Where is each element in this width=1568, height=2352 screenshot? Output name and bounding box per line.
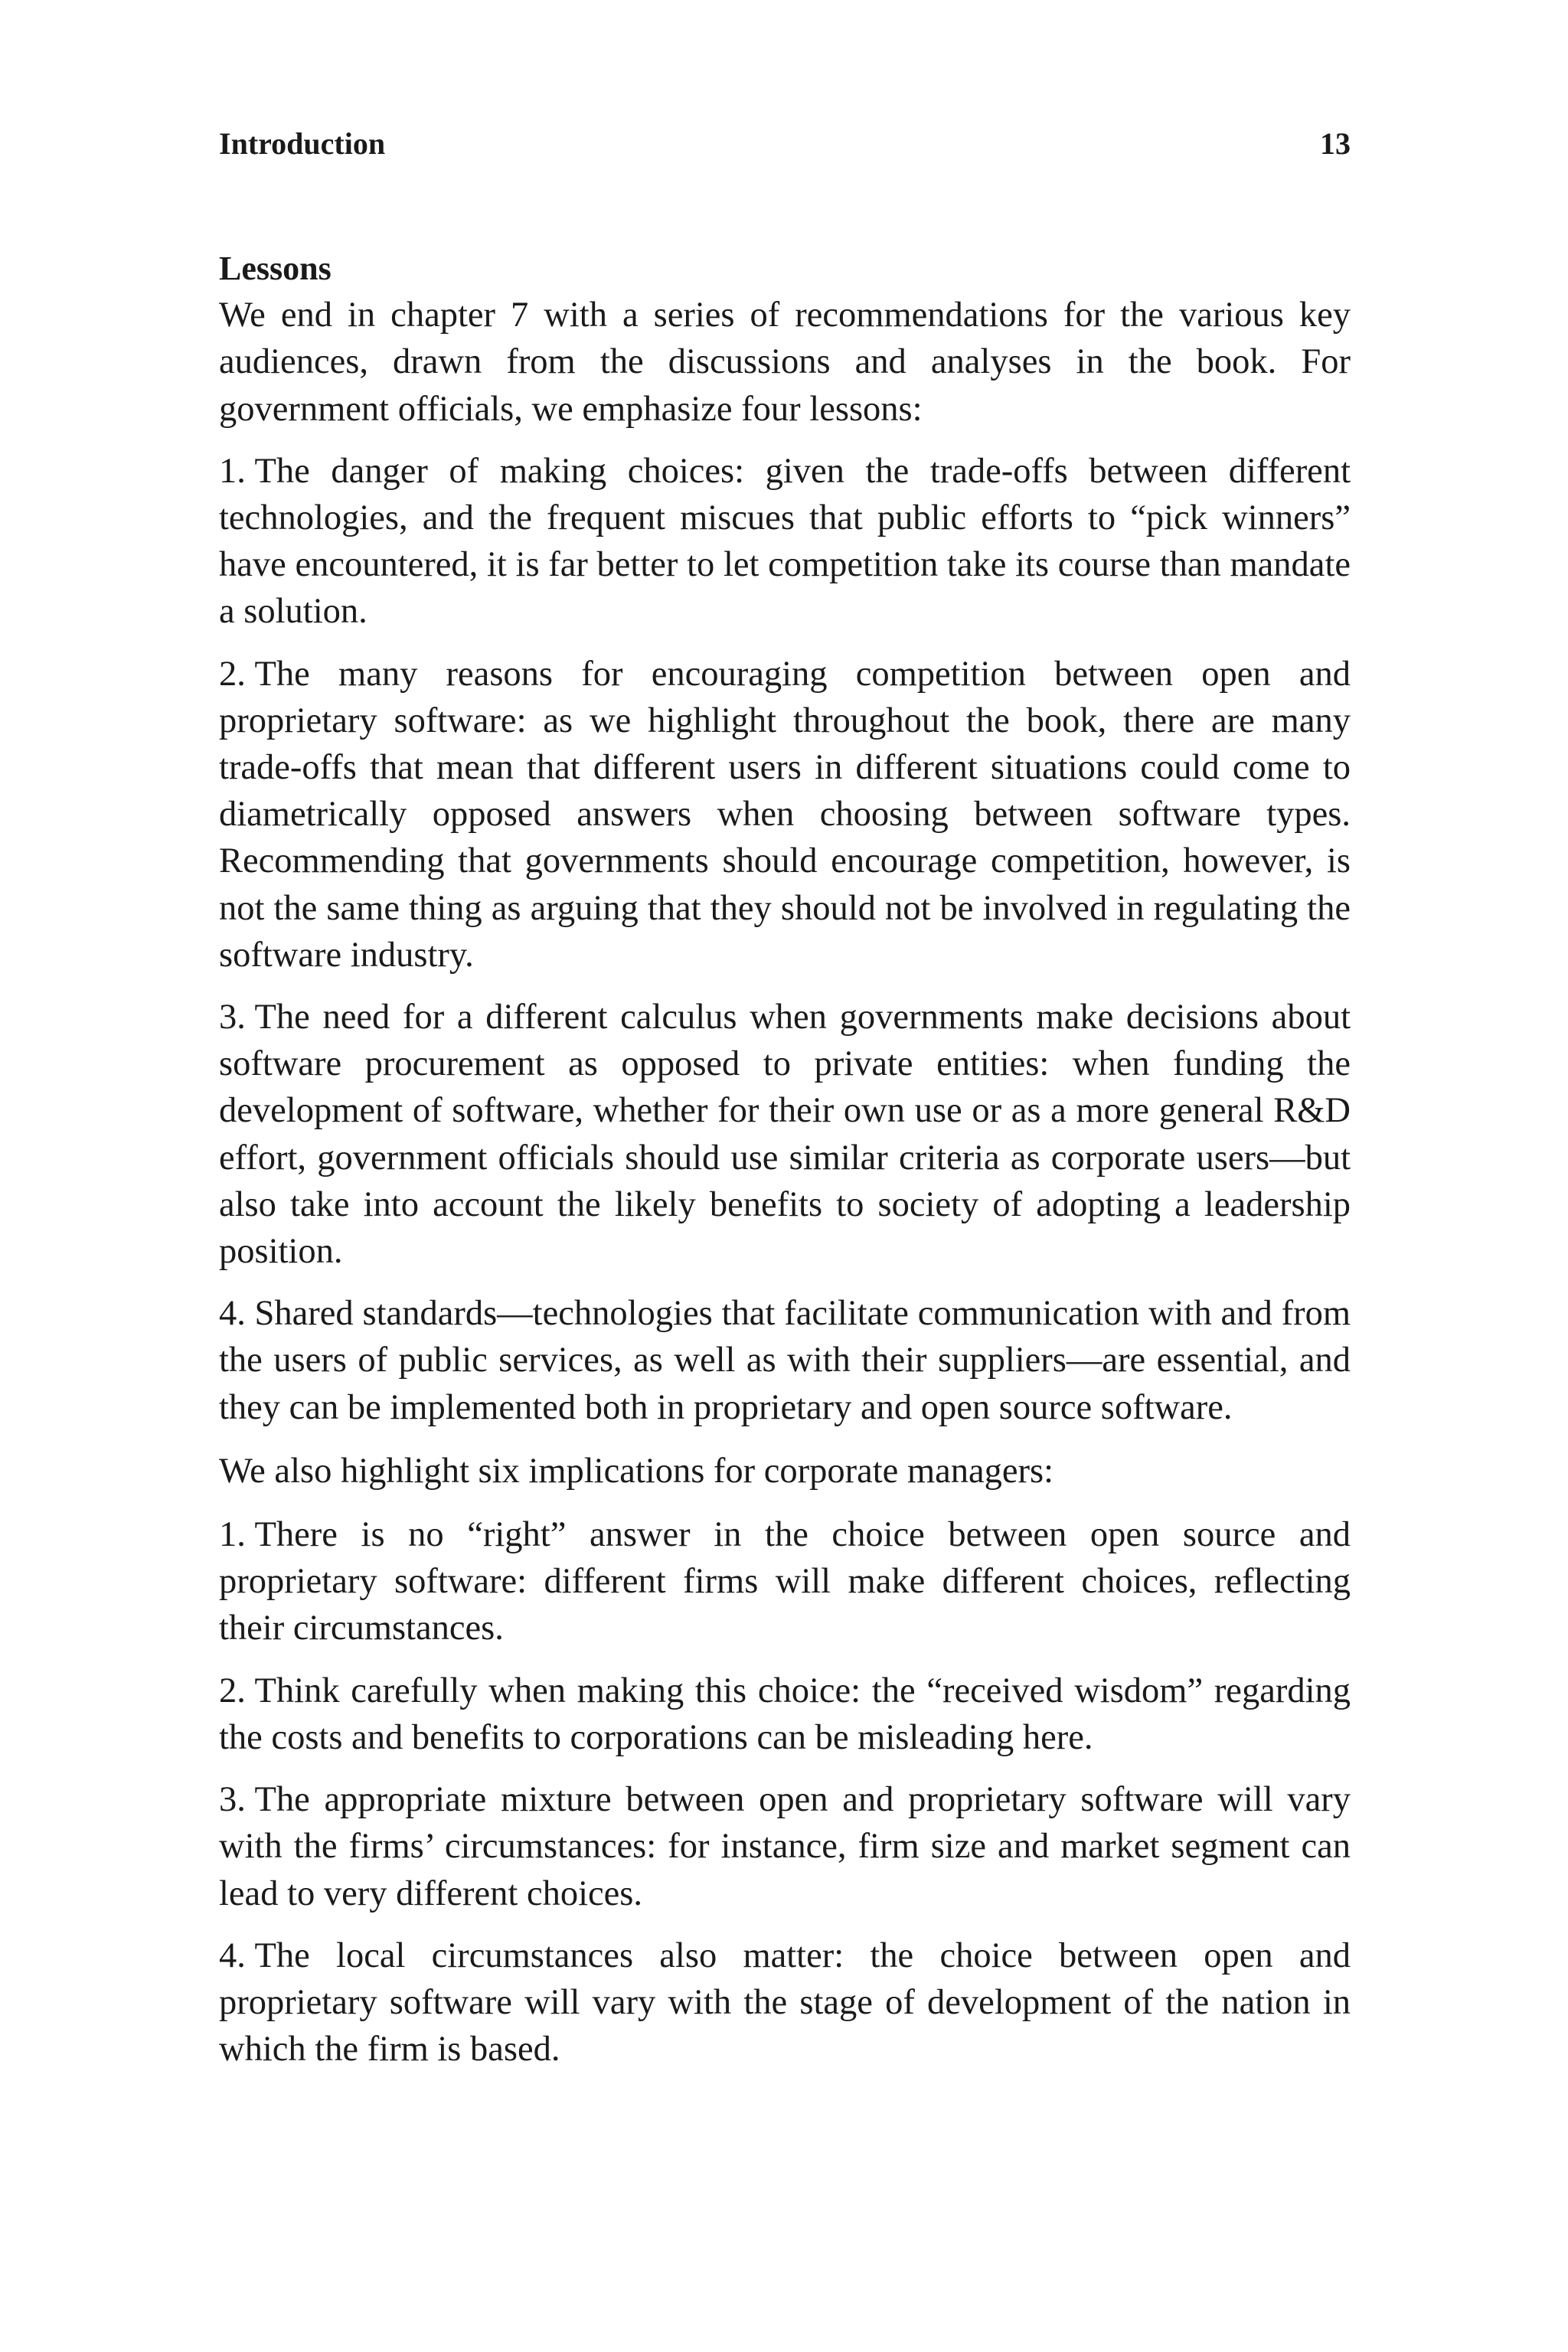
list-item-number: 3.: [219, 1780, 246, 1820]
list-item: [219, 651, 1351, 978]
list-item-text: The danger of making choices: given the trade-offs between different technologies, and the frequent miscues that public efforts to “pick winners” have encountered, it is far better to let competition take its course than mandate a solution.: [219, 451, 1351, 632]
page-body: [219, 245, 1351, 2073]
running-head: [219, 122, 1351, 165]
list-item-number: 1.: [219, 451, 246, 491]
list-item-text: The need for a different calculus when governments make decisions about software procurement as opposed to private entities: when funding the development of software, whether for their own use or as a more general R&D effort, government officials should use similar criteria as corporate users—but also take into account the likely benefits to society of adopting a leadership position.: [219, 998, 1351, 1272]
bridge-paragraph: We also highlight six implications for corporate managers:: [219, 1451, 1054, 1491]
section-heading: Lessons: [219, 250, 332, 287]
list-item: [219, 1932, 1351, 2073]
book-page: [219, 122, 1351, 2088]
list-item-number: 3.: [219, 998, 246, 1037]
list-item-text: Shared standards—technologies that facilitate communication with and from the users of public services, as well as with their suppliers—are essential, and they can be implemented both in proprietary and open source software.: [219, 1294, 1351, 1427]
list-item: [219, 1290, 1351, 1431]
list-item-text: The many reasons for encouraging competition between open and proprietary software: as we highlight throughout the book, there are many trade-offs that mean that different users in different situations could come to diametrically opposed answers when choosing between software types. Recommending that governments should encourage competition, however, is not the same thing as arguing that they should not be involved in regulating the software industry.: [219, 654, 1351, 975]
list-item-number: 2.: [219, 654, 246, 694]
list-item-text: The appropriate mixture between open and proprietary software will vary with the firms’ circumstances: for instance, firm size and market segment can lead to very different choices.: [219, 1780, 1351, 1913]
list-item-text: Think carefully when making this choice: the “received wisdom” regarding the costs and benefits to corporations can be misleading here.: [219, 1671, 1351, 1757]
list-item-number: 1.: [219, 1515, 246, 1555]
government-lessons-list: [219, 448, 1351, 1431]
list-item-number: 4.: [219, 1294, 246, 1334]
page-number: 13: [1320, 126, 1351, 161]
list-item: [219, 1511, 1351, 1652]
list-item-text: The local circumstances also matter: the choice between open and proprietary software will vary with the stage of development of the nation in which the firm is based.: [219, 1936, 1351, 2069]
list-item: [219, 1776, 1351, 1917]
list-item: [219, 994, 1351, 1275]
list-item-text: There is no “right” answer in the choice between open source and proprietary software: different firms will make different choices, reflecting their circumstances.: [219, 1515, 1351, 1648]
list-item: [219, 448, 1351, 635]
list-item: [219, 1668, 1351, 1761]
list-item-number: 2.: [219, 1671, 246, 1710]
list-item-number: 4.: [219, 1936, 246, 1975]
running-head-section: Introduction: [219, 126, 386, 161]
intro-paragraph: We end in chapter 7 with a series of recommendations for the various key audiences, drawn from the discussions and analyses in the book. For government officials, we emphasize four lessons:: [219, 296, 1351, 429]
corporate-implications-list: [219, 1511, 1351, 2073]
